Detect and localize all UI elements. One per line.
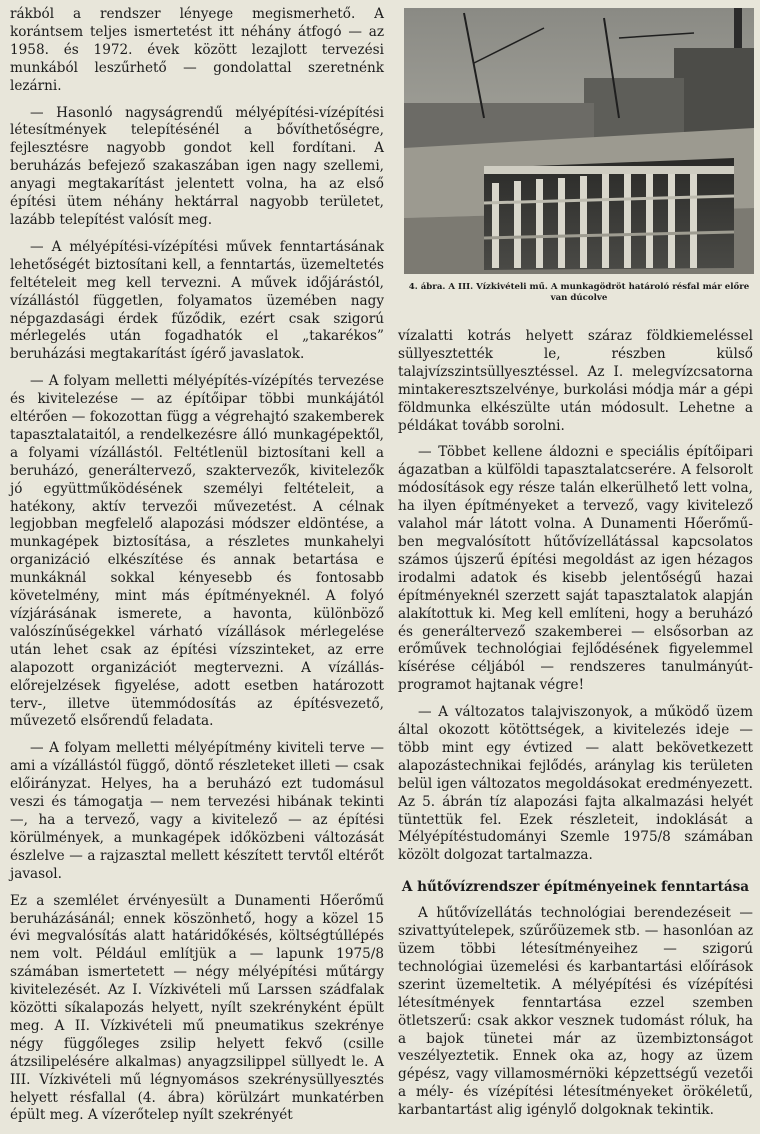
paragraph: — Hasonló nagyságrendű mélyépítési-vízépítési létesítmények telepítésénél a bővíthetőségre, fejlesztésre nagyobb gondot kell fordítani. A beruházás befejező szakaszában igen nagy szellemi, anyagi megtakarítást jelentett volna, ha az első építési ütem néhány hektárral nagyobb területet, lazább telepítést valósít meg. <box>10 104 384 228</box>
paragraph: Ez a szemlélet érvényesült a Dunamenti Hőerőmű beruházásánál; ennek köszönhető, hogy a közel 15 évi megvalósítás alatt határidőkésés, költségtúllépés nem volt. Például említjük a — lapunk 1975/8 számában ismertetett — négy mélyépítési műtárgy kivitelezését. Az I. Vízkivételi mű Larssen szádfalak közötti síkalapozás helyett, nyílt szekrényként épült meg. A II. Vízkivételi mű pneumatikus szekrénye négy függőleges zsilip helyett fekvő (csille átzsilipelésére alkalmas) anyagzsilippel süllyedt le. A III. Vízkivételi mű légnyomásos szekrénysüllyesztés helyett résfallal (4. ábra) körülzárt munkatérben épült meg. A vízerőtelep nyílt szekrényét <box>10 892 384 1124</box>
left-column <box>10 6 384 1134</box>
paragraph: — A változatos talajviszonyok, a működő üzem által okozott kötöttségek, a kivitelezés ideje — több mint egy évtized — alatt bekövetkezett alapozástechnikai fejlődés, aránylag kis területen belül igen változatos megoldásokat eredményezett. Az 5. ábrán tíz alapozási fajta alkalmazási helyét tüntettük fel. Ezek részleteit, indoklását a Mélyépítéstudományi Szemle 1975/8 számában közölt dolgozat tartalmazza. <box>398 704 753 864</box>
paragraph: — A folyam melletti mélyépítés-vízépítés tervezése és kivitelezése — az építőipar többi munkájától eltérően — fokozottan függ a végrehajtó szakemberek tapasztalataitól, a rendelkezésre álló munkagépektől, a folyami vízállástól. Feltétlenül biztosítani kell a beruházó, generáltervező, szaktervezők, kivitelezők jó együttműködésének személyi feltételeit, a hatékony, aktív tervezői művezetést. A célnak legjobban megfelelő alapozási módszer eldöntése, a munkagépek biztosítása, a részletes munkahelyi organizáció elkészítése és annak betartása e munkáknál sokkal kényesebb és fontosabb követelmény, mint más építményeknél. A folyó vízjárásának ismerete, a havonta, különböző valószínűségekkel várható vízállások mérlegelése után lehet csak az építési vízszinteket, az erre alapozott organizációt megtervezni. A vízállás-előrejelzések figyelése, adott esetben határozott terv-, illetve ütemmódosítás az építésvezető, művezető elsőrendű feladata. <box>10 373 384 730</box>
paragraph: — A mélyépítési-vízépítési művek fenntartásának lehetőségét biztosítani kell, a fenntartás, üzemeltetés feltételeit meg kell tervezni. A művek időjárástól, vízállástól független, folyamatos üzemében nagy népgazdasági érdek fűződik, ezért csak szigorú mérlegelés után fogadhatók el „takarékos” beruházási megtakarítást ígérő javaslatok. <box>10 238 384 363</box>
paragraph: — Többet kellene áldozni e speciális építőipari ágazatban a külföldi tapasztalatcserére. A felsorolt módosítások egy része talán elkerülhető lett volna, ha ilyen építményeket a tervező, vagy kivitelező valahol már látott volna. A Dunamenti Hőerőmű-ben megvalósított hűtővízellátással kapcsolatos számos újszerű építési megoldást az igen hézagos irodalmi adatok és kisebb jelentőségű hazai építményeknél szerzett saját tapasztalatok alapján alakítottuk ki. Meg kell említeni, hogy a beruházó és generáltervező szakemberei — elsősorban az erőművek technológiai fejlődésének figyelemmel kísérése céljából — rendszeres tanulmányút-programot hajtanak végre! <box>398 444 753 694</box>
paragraph: — A folyam melletti mélyépítmény kiviteli terve — ami a vízállástól függő, döntő részleteket illeti — csak előirányzat. Helyes, ha a beruházó ezt tudomásul veszi és támogatja — nem tervezési hibának tekinti —, ha a tervező, vagy a kivitelező — az építési körülmények, a munkagépek időközbeni változását észlelve — a rajzasztal mellett készített tervtől eltérőt javasol. <box>10 740 384 882</box>
section-heading: A hűtővízrendszer építményeinek fenntartása <box>401 879 750 896</box>
paragraph: vízalatti kotrás helyett száraz földkiemeléssel süllyesztették le, részben külső talajvízszintsüllyesztéssel. Az I. melegvízcsatorna mintakeresztszelvénye, burkolási módja már a gépi földmunka elkészülte után módosult. Lehetne a példákat tovább sorolni. <box>398 328 753 434</box>
construction-photo <box>404 8 754 274</box>
paragraph: A hűtővízellátás technológiai berendezéseit — szivattyútelepek, szűrőüzemek stb. — hasonlóan az üzem többi létesítményeihez — szigorú technológiai üzemelési és karbantartási előírások szerint üzemeltetik. A mélyépítési és vízépítési létesítmények fenntartása ezzel szemben ötletszerű: csak akkor vesznek tudomást róluk, ha a bajok tünetei már az üzembiztonságot veszélyeztetik. Ennek oka az, hogy az üzem gépész, vagy villamosmérnöki képzettségű vezetői a mély- és vízépítési létesítményeket örökéletű, karbantartást alig igénylő dolgoknak tekintik. <box>398 905 753 1119</box>
paragraph: rákból a rendszer lényege megismerhető. A korántsem teljes ismertetést itt néhány átfogó — az 1958. és 1972. évek között lezajlott tervezési munkából leszűrhető — gondolattal szeretnénk lezárni. <box>10 6 384 94</box>
figure-caption: 4. ábra. A III. Vízkivételi mű. A munkagödröt határoló résfal már előre van dúcolve <box>408 282 750 303</box>
right-column <box>398 328 753 1129</box>
